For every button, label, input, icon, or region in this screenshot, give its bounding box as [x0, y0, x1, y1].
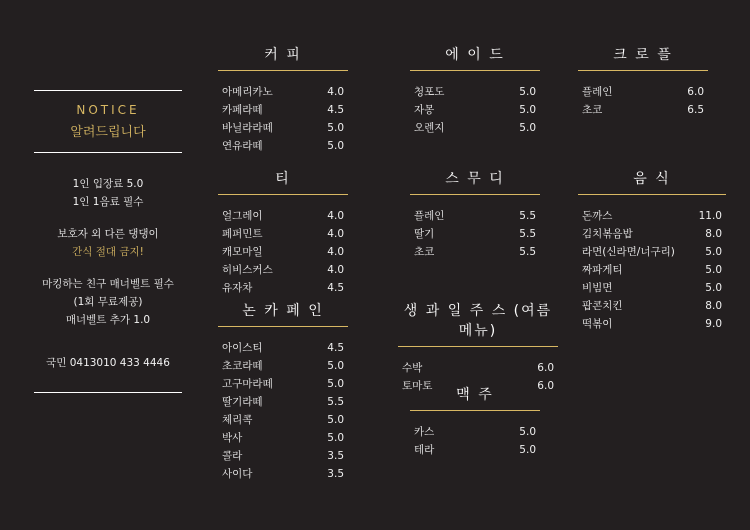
item-price: 6.0	[537, 362, 554, 374]
item-name: 페퍼민트	[222, 228, 263, 240]
menu-section-tea	[218, 168, 348, 297]
menu-item	[218, 261, 348, 279]
item-list-croffle	[578, 83, 708, 119]
menu-item	[410, 243, 540, 261]
item-price: 4.5	[327, 104, 344, 116]
item-name: 바닐라라떼	[222, 122, 273, 134]
menu-item	[218, 393, 348, 411]
menu-item	[218, 207, 348, 225]
section-title-food: 음 식	[633, 171, 671, 187]
item-price: 8.0	[705, 228, 722, 240]
notice-body	[28, 175, 188, 329]
section-divider-ade	[410, 70, 540, 71]
menu-item	[578, 83, 708, 101]
item-name: 비빔면	[582, 282, 613, 294]
notice-line-drink-required: 1인 1음료 필수	[72, 196, 144, 208]
menu-item	[218, 83, 348, 101]
item-price: 3.5	[327, 468, 344, 480]
item-list-smoothie	[410, 207, 540, 261]
item-price: 6.0	[687, 86, 704, 98]
section-divider-non-caffeine	[218, 326, 348, 327]
item-price: 4.5	[327, 282, 344, 294]
menu-section-coffee	[218, 44, 348, 155]
item-price: 5.0	[519, 444, 536, 456]
notice-bank-account: 국민 0413010 433 4446	[46, 357, 170, 369]
item-name: 체리콕	[222, 414, 253, 426]
menu-item	[410, 207, 540, 225]
menu-section-fresh-juice	[398, 300, 558, 395]
item-name: 딸기	[414, 228, 435, 240]
item-price: 5.5	[327, 396, 344, 408]
notice-panel	[28, 90, 188, 393]
notice-line-belt-required: 마킹하는 친구 매너벨트 필수	[42, 278, 174, 290]
item-price: 5.0	[327, 140, 344, 152]
menu-item	[578, 207, 726, 225]
item-price: 5.0	[705, 264, 722, 276]
item-name: 아이스티	[222, 342, 263, 354]
menu-item	[218, 447, 348, 465]
item-name: 고구마라떼	[222, 378, 273, 390]
menu-item	[578, 297, 726, 315]
menu-item	[410, 423, 540, 441]
item-price: 4.0	[327, 246, 344, 258]
menu-section-smoothie	[410, 168, 540, 261]
item-price: 6.5	[687, 104, 704, 116]
menu-item	[218, 339, 348, 357]
section-title-coffee: 커 피	[264, 47, 302, 63]
notice-line-belt-free: (1회 무료제공)	[73, 296, 143, 308]
menu-item	[218, 101, 348, 119]
item-price: 5.0	[327, 360, 344, 372]
item-name: 콜라	[222, 450, 243, 462]
item-name: 카스	[414, 426, 435, 438]
item-price: 5.0	[519, 86, 536, 98]
item-name: 유자차	[222, 282, 253, 294]
menu-item	[410, 83, 540, 101]
menu-item	[218, 119, 348, 137]
section-title-non-caffeine: 논 카 페 인	[242, 303, 324, 319]
item-name: 라면(신라면/너구리)	[582, 246, 675, 258]
section-title-croffle: 크 로 플	[613, 47, 673, 63]
item-name: 짜파게티	[582, 264, 623, 276]
menu-section-beer	[410, 384, 540, 459]
menu-item	[218, 279, 348, 297]
menu-item	[218, 243, 348, 261]
menu-item	[398, 359, 558, 377]
menu-item	[218, 429, 348, 447]
menu-item	[578, 243, 726, 261]
menu-item	[578, 225, 726, 243]
item-price: 5.0	[327, 414, 344, 426]
item-list-beer	[410, 423, 540, 459]
menu-section-non-caffeine	[218, 300, 348, 483]
item-name: 수박	[402, 362, 423, 374]
notice-line-belt-extra: 매너벨트 추가 1.0	[65, 314, 151, 326]
notice-line-entry-fee: 1인 입장료 5.0	[72, 178, 144, 190]
item-name: 캐모마일	[222, 246, 263, 258]
notice-subtitle: 알려드립니다	[70, 125, 146, 140]
item-price: 6.0	[537, 380, 554, 392]
item-name: 토마토	[402, 380, 433, 392]
item-name: 히비스커스	[222, 264, 273, 276]
notice-top-divider	[34, 90, 182, 91]
item-price: 5.5	[519, 210, 536, 222]
menu-item	[218, 357, 348, 375]
menu-section-food	[578, 168, 726, 333]
menu-item	[410, 101, 540, 119]
item-price: 5.0	[519, 104, 536, 116]
item-name: 연유라떼	[222, 140, 263, 152]
menu-item	[578, 315, 726, 333]
item-name: 팝콘치킨	[582, 300, 623, 312]
item-name: 플레인	[582, 86, 613, 98]
item-list-ade	[410, 83, 540, 137]
item-price: 8.0	[705, 300, 722, 312]
menu-item	[218, 465, 348, 483]
section-divider-tea	[218, 194, 348, 195]
item-price: 4.0	[327, 210, 344, 222]
item-price: 5.5	[519, 228, 536, 240]
item-price: 9.0	[705, 318, 722, 330]
section-title-fresh-juice: 생 과 일 주 스 (여름메뉴)	[403, 303, 553, 339]
item-list-non-caffeine	[218, 339, 348, 483]
item-price: 5.0	[705, 282, 722, 294]
item-name: 플레인	[414, 210, 445, 222]
item-price: 5.0	[519, 426, 536, 438]
item-name: 돈까스	[582, 210, 613, 222]
item-price: 5.5	[519, 246, 536, 258]
item-price: 11.0	[698, 210, 722, 222]
menu-item	[218, 411, 348, 429]
menu-section-croffle	[578, 44, 708, 119]
item-name: 오렌지	[414, 122, 445, 134]
notice-line-snack-a: 보호자 외 다른 댕댕이	[57, 228, 159, 240]
item-name: 초코라떼	[222, 360, 263, 372]
item-price: 4.0	[327, 86, 344, 98]
notice-line-snack-b: 간식 절대 금지!	[72, 246, 144, 258]
item-name: 박사	[222, 432, 243, 444]
section-title-beer: 맥 주	[456, 387, 494, 403]
section-title-tea: 티	[275, 171, 291, 187]
item-name: 테라	[414, 444, 435, 456]
menu-item	[218, 225, 348, 243]
section-title-smoothie: 스 무 디	[445, 171, 505, 187]
item-price: 5.0	[519, 122, 536, 134]
menu-item	[410, 441, 540, 459]
item-price: 5.0	[327, 378, 344, 390]
section-title-ade: 에 이 드	[445, 47, 505, 63]
item-list-coffee	[218, 83, 348, 155]
item-price: 4.0	[327, 228, 344, 240]
item-price: 3.5	[327, 450, 344, 462]
item-name: 떡볶이	[582, 318, 613, 330]
section-divider-smoothie	[410, 194, 540, 195]
item-price: 5.0	[327, 122, 344, 134]
menu-item	[218, 137, 348, 155]
section-divider-fresh-juice	[398, 346, 558, 347]
item-name: 김치볶음밥	[582, 228, 633, 240]
section-divider-croffle	[578, 70, 708, 71]
menu-item	[578, 261, 726, 279]
notice-mid-divider	[34, 152, 182, 153]
item-list-tea	[218, 207, 348, 297]
menu-item	[410, 225, 540, 243]
item-name: 카페라떼	[222, 104, 263, 116]
menu-item	[218, 375, 348, 393]
item-name: 청포도	[414, 86, 445, 98]
item-price: 4.5	[327, 342, 344, 354]
menu-item	[578, 101, 708, 119]
section-divider-coffee	[218, 70, 348, 71]
menu-section-ade	[410, 44, 540, 137]
item-name: 자몽	[414, 104, 435, 116]
notice-bottom-divider	[34, 392, 182, 393]
item-name: 사이다	[222, 468, 253, 480]
section-divider-beer	[410, 410, 540, 411]
item-list-food	[578, 207, 726, 333]
notice-title: NOTICE	[76, 103, 140, 117]
item-name: 초코	[414, 246, 435, 258]
item-name: 딸기라떼	[222, 396, 263, 408]
menu-item	[578, 279, 726, 297]
item-name: 초코	[582, 104, 603, 116]
item-price: 5.0	[327, 432, 344, 444]
item-name: 아메리카노	[222, 86, 273, 98]
item-price: 4.0	[327, 264, 344, 276]
section-divider-food	[578, 194, 726, 195]
item-price: 5.0	[705, 246, 722, 258]
item-name: 얼그레이	[222, 210, 263, 222]
menu-item	[410, 119, 540, 137]
